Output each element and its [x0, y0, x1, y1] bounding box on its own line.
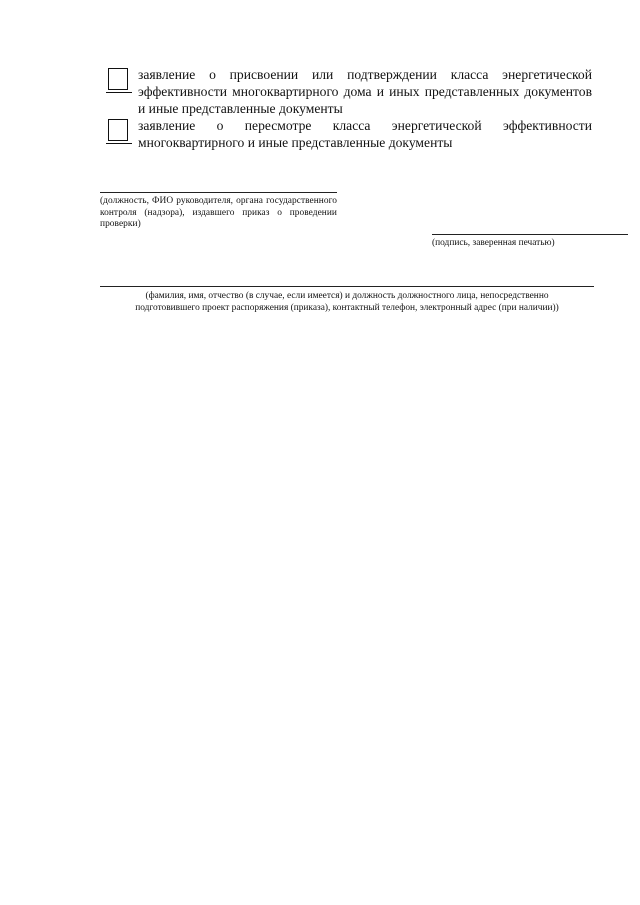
stamped-signature-line [432, 234, 628, 235]
preparer-info-caption [100, 290, 594, 314]
preparer-info-caption-line1: (фамилия, имя, отчество (в случае, если имеется) и должность должностного лица, непосредственно [145, 291, 549, 301]
stamped-signature-block [432, 234, 628, 249]
preparer-info-block [100, 286, 594, 314]
checkbox-item-label: заявление о присвоении или подтверждении класса энергетической эффективности многоквартирного дома и иных представленных документов и иные представленные документы [138, 67, 592, 116]
stamped-signature-caption: (подпись, заверенная печатью) [432, 238, 555, 248]
preparer-info-caption-line2: подготовившего проект распоряжения (приказа), контактный телефон, электронный адрес (при наличии)) [135, 303, 559, 313]
issuer-signature-block [100, 192, 337, 231]
energy-class-review-checkbox[interactable] [108, 119, 128, 141]
checkbox-item-label: заявление о пересмотре класса энергетической эффективности многоквартирного и иные представленные документы [138, 118, 592, 150]
issuer-signature-caption: (должность, ФИО руководителя, органа государственного контроля (надзора), издавшего приказ о проведении проверки) [100, 196, 337, 230]
issuer-signature-line [100, 192, 337, 193]
preparer-info-line [100, 286, 594, 287]
energy-class-assignment-checkbox[interactable] [108, 68, 128, 90]
checkbox-underline [106, 92, 132, 93]
checkbox-underline [106, 143, 132, 144]
